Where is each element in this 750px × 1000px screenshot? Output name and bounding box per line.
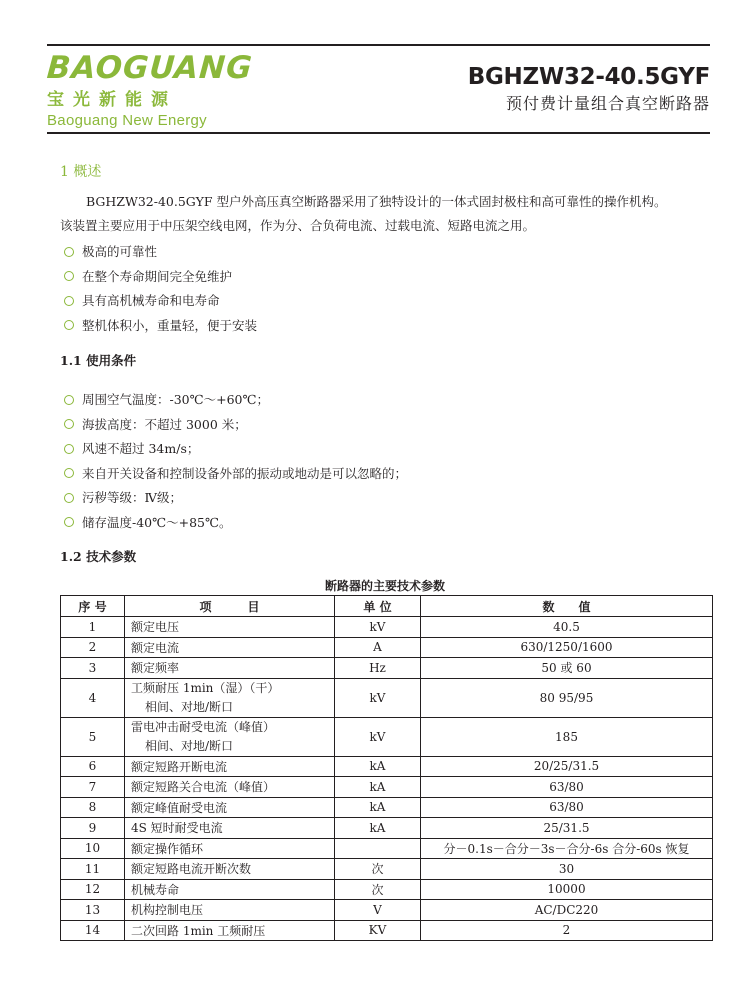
header-bottom-rule — [47, 132, 710, 134]
list-item: 具有高机械寿命和电寿命 — [64, 289, 257, 314]
table-row: 9 4S 短时耐受电流 kA 25/31.5 — [61, 818, 713, 839]
product-title-block — [468, 64, 710, 114]
feature-list — [64, 240, 257, 338]
product-model: BGHZW32-40.5GYF — [467, 64, 710, 90]
overview-line-2: 该装置主要应用于中压架空线电网，作为分、合负荷电流、过载电流、短路电流之用。 — [60, 218, 536, 233]
circle-bullet-icon — [64, 320, 74, 330]
table-caption: 断路器的主要技术参数 — [324, 579, 445, 593]
table-row: 4 工频耐压 1min（湿）（干） 相间、对地/断口 kV 80 95/95 — [61, 678, 713, 717]
circle-bullet-icon — [64, 271, 74, 281]
list-item: 污秽等级：Ⅳ级； — [64, 486, 407, 511]
brand-logo — [45, 50, 254, 130]
list-item: 在整个寿命期间完全免维护 — [64, 265, 257, 290]
table-row: 10 额定操作循环 分－0.1s－合分－3s－合分-6s 合分-60s 恢复 — [61, 838, 713, 859]
tech-params-table — [60, 595, 713, 941]
section-heading-tech-params: 1.2 技术参数 — [60, 549, 137, 564]
table-row: 6 额定短路开断电流 kA 20/25/31.5 — [61, 756, 713, 777]
list-item: 储存温度-40℃～+85℃。 — [64, 511, 407, 536]
table-row: 1 额定电压 kV 40.5 — [61, 617, 713, 638]
conditions-list — [64, 388, 407, 535]
circle-bullet-icon — [64, 247, 74, 257]
table-row: 11 额定短路电流开断次数 次 30 — [61, 859, 713, 880]
table-row: 14 二次回路 1min 工频耐压 KV 2 — [61, 920, 713, 941]
list-item: 海拔高度：不超过 3000 米； — [64, 413, 407, 438]
product-name: 预付费计量组合真空断路器 — [505, 94, 710, 113]
circle-bullet-icon — [64, 517, 74, 527]
overview-line-1: BGHZW32-40.5GYF 型户外高压真空断路器采用了独特设计的一体式固封极柱和高可靠性的操作机构。 — [86, 194, 667, 209]
list-item: 来自开关设备和控制设备外部的振动或地动是可以忽略的； — [64, 462, 407, 487]
circle-bullet-icon — [64, 444, 74, 454]
table-row: 2 额定电流 A 630/1250/1600 — [61, 637, 713, 658]
column-header-value: 数 值 — [421, 596, 713, 617]
table-row: 13 机构控制电压 V AC/DC220 — [61, 900, 713, 921]
brand-chinese-name: 宝光新能源 — [47, 90, 177, 110]
section-heading-overview: 1 概述 — [60, 164, 102, 180]
table-row: 3 额定频率 Hz 50 或 60 — [61, 658, 713, 679]
circle-bullet-icon — [64, 296, 74, 306]
header-top-rule — [47, 44, 710, 46]
list-item: 周围空气温度：-30℃～+60℃； — [64, 388, 407, 413]
brand-wordmark: BAOGUANG — [45, 50, 254, 86]
section-heading-conditions: 1.1 使用条件 — [60, 353, 137, 368]
circle-bullet-icon — [64, 493, 74, 503]
circle-bullet-icon — [64, 395, 74, 405]
list-item: 整机体积小，重量轻，便于安装 — [64, 314, 257, 339]
table-row: 7 额定短路关合电流（峰值） kA 63/80 — [61, 777, 713, 798]
circle-bullet-icon — [64, 468, 74, 478]
column-header-unit: 单 位 — [335, 596, 421, 617]
table-header-row — [61, 596, 713, 617]
list-item: 极高的可靠性 — [64, 240, 257, 265]
column-header-no: 序 号 — [61, 596, 125, 617]
table-row: 8 额定峰值耐受电流 kA 63/80 — [61, 797, 713, 818]
table-row: 5 雷电冲击耐受电流（峰值） 相间、对地/断口 kV 185 — [61, 717, 713, 756]
brand-english-name: Baoguang New Energy — [47, 112, 207, 129]
circle-bullet-icon — [64, 419, 74, 429]
column-header-item: 项 目 — [125, 596, 335, 617]
table-row: 12 机械寿命 次 10000 — [61, 879, 713, 900]
overview-paragraph — [60, 190, 710, 238]
list-item: 风速不超过 34m/s； — [64, 437, 407, 462]
